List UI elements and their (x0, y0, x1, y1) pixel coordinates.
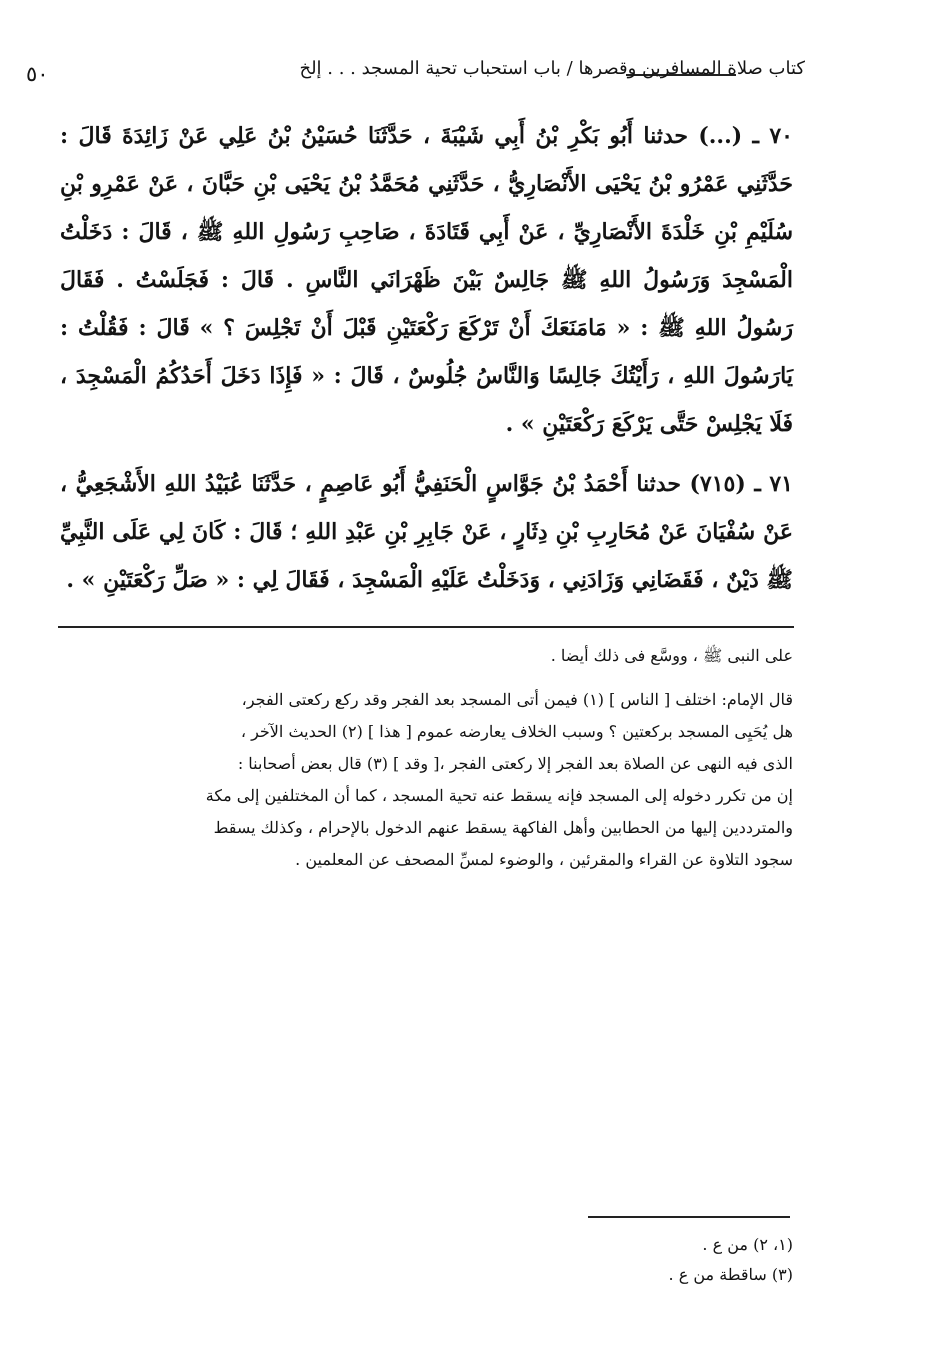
commentary-line: هل يُحَيِى المسجد بركعتين ؟ وسبب الخلاف يعارضه عموم [ هذا ] (٢) الحديث الآخر ، (240, 722, 793, 741)
hadith-71-text: ٧١ ـ (٧١٥) حدثنا أَحْمَدُ بْنُ جَوَّاسٍ الْحَنَفِيُّ أَبُو عَاصِمٍ ، حَدَّثَنَا عُبَيْدُ اللهِ الأَشْجَعِيُّ ، عَنْ سُفْيَانَ عَنْ مُحَارِبِ بْنِ دِثَارٍ ، عَنْ جَابِرِ بْنِ عَبْدِ اللهِ ؛ قَالَ : كَانَ لِي عَلَى النَّبِيِّ ﷺ دَيْنٌ ، فَقَضَانِي وَزَادَنِي ، وَدَخَلْتُ عَلَيْهِ الْمَسْجِدَ ، فَقَالَ لِي : « صَلِّ رَكْعَتَيْنِ » . (60, 471, 793, 593)
hadith-70-text: ٧٠ ـ (...) حدثنا أَبُو بَكْرِ بْنُ أَبِي شَيْبَةَ ، حَدَّثَنَا حُسَيْنُ بْنُ عَلِي عَنْ زَائِدَةَ قَالَ : حَدَّثَنِي عَمْرُو بْنُ يَحْيَى الأَنْصَارِيُّ ، حَدَّثَنِي مُحَمَّدُ بْنُ يَحْيَى بْنِ حَبَّانَ ، عَنْ عَمْرِو بْنِ سُلَيْمِ بْنِ خَلْدَةَ الأَنْصَارِيِّ ، عَنْ أَبِي قَتَادَةَ ، صَاحِبِ رَسُولِ اللهِ ﷺ ، قَالَ : دَخَلْتُ الْمَسْجِدَ وَرَسُولُ اللهِ ﷺ جَالِسٌ بَيْنَ ظَهْرَانَي النَّاسِ . قَالَ : فَجَلَسْتُ . فَقَالَ رَسُولُ اللهِ ﷺ : « مَامَنَعَكَ أَنْ تَرْكَعَ رَكْعَتَيْنِ قَبْلَ أَنْ تَجْلِسَ ؟ » قَالَ : فَقُلْتُ : يَارَسُولَ اللهِ ، رَأَيْتُكَ جَالِسًا وَالنَّاسُ جُلُوسٌ ، قَالَ : « فَإِذَا دَخَلَ أَحَدُكُمُ الْمَسْجِدَ ، فَلَا يَجْلِسْ حَتَّى يَرْكَعَ رَكْعَتَيْنِ » . (60, 123, 793, 437)
commentary-divider (58, 626, 794, 628)
footnote-3: (٣) ساقطة من ع . (668, 1265, 793, 1284)
commentary-line: إن من تكرر دخوله إلى المسجد فإنه يسقط عنه تحية المسجد ، كما أن المختلفين إلى مكة (205, 786, 793, 805)
commentary-block (60, 640, 793, 876)
commentary-line: والمترددين إليها من الحطابين وأهل الفاكهة يسقط عنهم الدخول بالإحرام ، وكذلك يسقط (213, 818, 793, 837)
footnote-divider (588, 1216, 790, 1218)
footnote-1-2: (١، ٢) من ع . (702, 1235, 793, 1254)
footnotes (393, 1230, 793, 1290)
commentary-line: قال الإمام: اختلف [ الناس ] (١) فيمن أتى المسجد بعد الفجر وقد ركع ركعتى الفجر، (241, 690, 793, 709)
commentary-opening-line: على النبى ﷺ ، ووسَّع فى ذلك أيضا . (550, 646, 793, 665)
running-header-title: كتاب صلاة المسافرين وقصرها / باب استحباب تحية المسجد . . . إلخ (299, 58, 805, 79)
commentary-line: الذى فيه النهى عن الصلاة بعد الفجر إلا ركعتى الفجر ،[ وقد ] (٣) قال بعض أصحابنا : (237, 754, 793, 773)
page-number: ٥٠ (26, 62, 49, 86)
commentary-line: سجود التلاوة عن القراء والمقرئين ، والوضوء لمسِّ المصحف عن المعلمين . (295, 850, 793, 869)
